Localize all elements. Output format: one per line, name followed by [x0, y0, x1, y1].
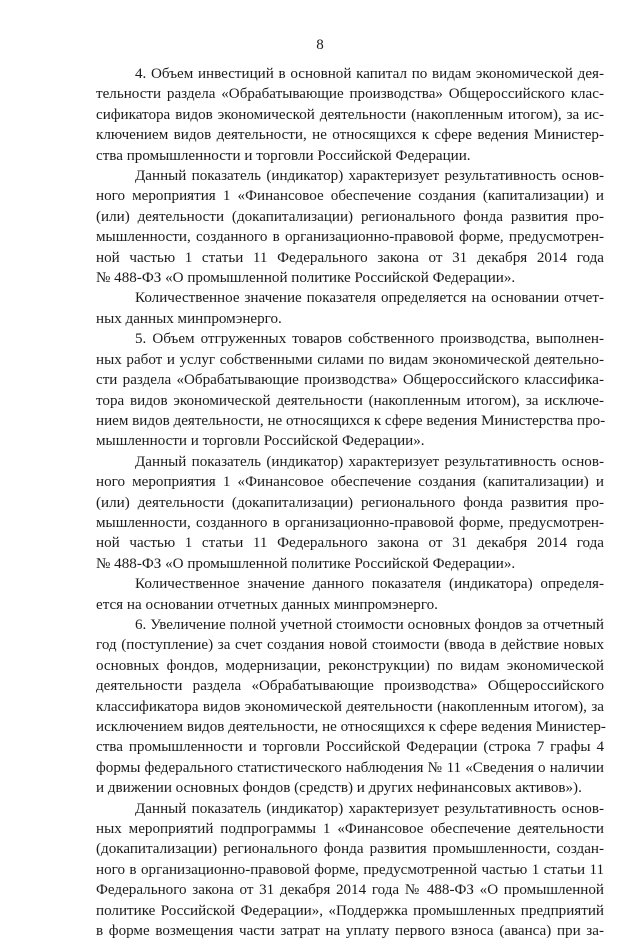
text-line: ного мероприятия 1 «Финансовое обеспечение создания (капитализации) и [96, 474, 604, 491]
text-line: тельности раздела «Обрабатывающие производства» Общероссийского клас- [96, 86, 604, 103]
text-line: ного мероприятия 1 «Финансовое обеспечение создания (капитализации) и [96, 188, 604, 205]
text-line: Данный показатель (индикатор) характеризует результативность основ- [135, 168, 604, 185]
text-line: ства промышленности и торговли Российской Федерации (строка 7 графы 4 [96, 739, 604, 756]
text-line: нием видов деятельности, не относящихся к сфере ведения Министерства про- [96, 412, 606, 429]
document-body [96, 64, 604, 941]
text-line: ключением видов деятельности, не относящихся к сфере ведения Министер- [96, 127, 604, 144]
text-line: год (поступление) за счет создания новой стоимости (ввода в действие новых [96, 637, 604, 654]
text-line: ной частью 1 статьи 11 Федерального закона от 31 декабря 2014 года [96, 535, 604, 552]
paragraph-indicator-6 [96, 615, 604, 799]
text-line: ной частью 1 статьи 11 Федерального закона от 31 декабря 2014 года [96, 249, 604, 266]
text-line: классификатора видов экономической деятельности (накопленным итогом), за [96, 698, 604, 715]
text-line: ных данных минпромэнерго. [96, 310, 282, 327]
text-line: в форме возмещения части затрат на уплату первого взноса (аванса) при за- [96, 923, 604, 940]
text-line: 5. Объем отгруженных товаров собственного производства, выполнен- [135, 331, 604, 348]
text-line: ных работ и услуг собственными силами по видам экономической деятельно- [96, 351, 604, 368]
text-line: формы федерального статистического наблюдения № 11 «Сведения о наличии [96, 759, 604, 776]
text-line: 6. Увеличение полной учетной стоимости основных фондов за отчетный [135, 616, 604, 633]
text-line: деятельности раздела «Обрабатывающие производства» Общероссийского [96, 678, 604, 695]
paragraph-indicator-5-source [96, 574, 604, 615]
text-line: (или) деятельности (докапитализации) регионального фонда развития про- [96, 208, 604, 225]
text-line: Количественное значение данного показателя (индикатора) определя- [135, 576, 604, 593]
text-line: 4. Объем инвестиций в основной капитал по видам экономической дея- [135, 66, 604, 82]
text-line: основных фондов, модернизации, реконструкции) по видам экономической [96, 657, 604, 674]
paragraph-indicator-4-source [96, 288, 604, 329]
page-number: 8 [316, 37, 324, 53]
paragraph-indicator-4-description [96, 166, 604, 288]
text-line: исключением видов деятельности, не относящихся к сфере ведения Министер- [96, 719, 606, 735]
text-line: № 488-ФЗ «О промышленной политике Российской Федерации». [96, 555, 516, 572]
text-line: мышленности, созданного в организационно-правовой форме, предусмотрен- [96, 514, 604, 531]
text-line: ных мероприятий подпрограммы 1 «Финансовое обеспечение деятельности [96, 821, 604, 838]
text-line: ного в организационно-правовой форме, предусмотренной частью 1 статьи 11 [96, 861, 604, 878]
text-line: Данный показатель (индикатор) характеризует результативность основ- [135, 453, 604, 470]
text-line: сификатора видов экономической деятельности (накопленным итогом), за ис- [96, 106, 604, 123]
text-line: (докапитализации) регионального фонда развития промышленности, создан- [96, 841, 604, 858]
text-line: мышленности и торговли Российской Федерации». [96, 433, 425, 450]
text-line: политике Российской Федерации», «Поддержка промышленных предприятий [96, 902, 604, 919]
paragraph-indicator-5-description [96, 452, 604, 574]
paragraph-indicator-5 [96, 329, 604, 451]
text-line: № 488-ФЗ «О промышленной политике Российской Федерации». [96, 270, 516, 287]
text-line: Количественное значение показателя определяется на основании отчет- [135, 290, 604, 307]
text-line: Федерального закона от 31 декабря 2014 года № 488-ФЗ «О промышленной [96, 882, 604, 899]
text-line: мышленности, созданного в организационно-правовой форме, предусмотрен- [96, 229, 604, 246]
paragraph-indicator-6-description [96, 799, 604, 941]
text-line: Данный показатель (индикатор) характеризует результативность основ- [135, 800, 604, 817]
text-line: ется на основании отчетных данных минпромэнерго. [96, 596, 438, 613]
text-line: ства промышленности и торговли Российской Федерации. [96, 147, 471, 164]
text-line: сти раздела «Обрабатывающие производства» Общероссийского классифика- [96, 372, 604, 389]
text-line: и движении основных фондов (средств) и других нефинансовых активов»). [96, 780, 582, 797]
text-line: (или) деятельности (докапитализации) регионального фонда развития про- [96, 494, 604, 511]
paragraph-indicator-4 [96, 64, 604, 166]
text-line: тора видов экономической деятельности (накопленным итогом), за исключе- [96, 392, 604, 409]
